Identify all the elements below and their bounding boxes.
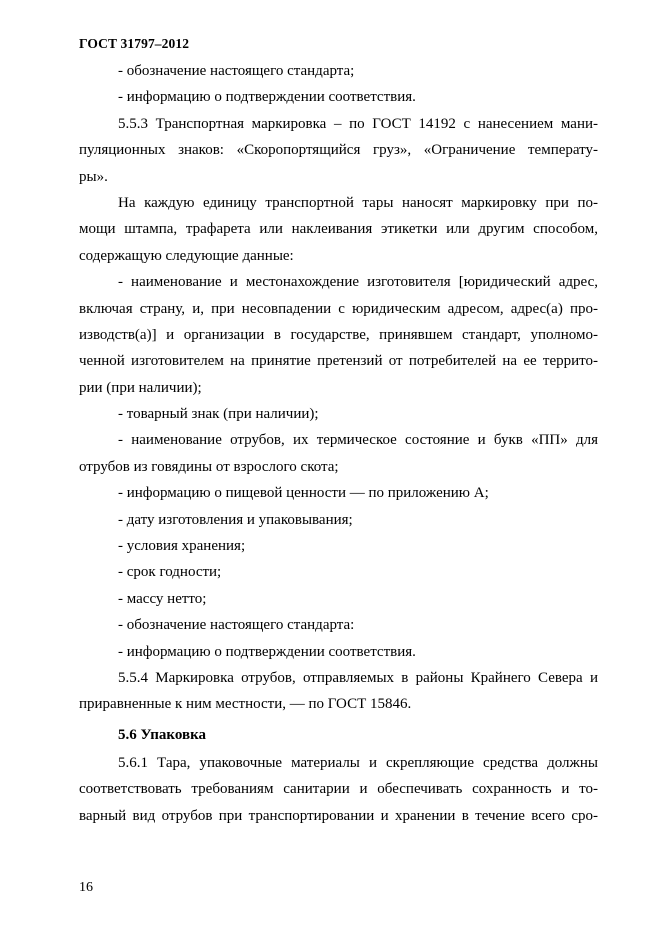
text-line: соответствовать требованиям санитарии и обеспечивать сохранность и то-: [79, 781, 598, 798]
section-heading: 5.6 Упаковка: [118, 726, 207, 743]
text-line: На каждую единицу транспортной тары наносят маркировку при по-: [118, 194, 598, 211]
text-line: 5.6.1 Тара, упаковочные материалы и скрепляющие средства должны: [118, 754, 598, 771]
text-line: приравненные к ним местности, — по ГОСТ 15846.: [79, 696, 412, 713]
text-line: - наименование отрубов, их термическое состояние и букв «ПП» для: [118, 432, 598, 449]
text-line: 5.5.3 Транспортная маркировка – по ГОСТ 14192 с нанесением мани-: [118, 115, 598, 132]
text-lines: [79, 58, 598, 718]
text-line: пуляционных знаков: «Скоропортящийся груз», «Ограничение температу-: [79, 142, 598, 159]
text-line: ченной изготовителем на принятие претензий от потребителей на ее террито-: [79, 353, 598, 370]
text-line: ры».: [79, 168, 108, 185]
text-line: изводств(а)] и организации в государстве, принявшем стандарт, уполномо-: [79, 326, 598, 343]
text-line: - информацию о подтверждении соответствия.: [118, 643, 416, 660]
section-text-lines: [79, 750, 598, 829]
document-header: ГОСТ 31797–2012: [79, 36, 190, 51]
document-body: [79, 58, 598, 829]
text-line: - условия хранения;: [118, 538, 246, 555]
text-line: - дату изготовления и упаковывания;: [118, 511, 353, 528]
text-line: - товарный знак (при наличии);: [118, 406, 319, 423]
text-line: - наименование и местонахождение изготовителя [юридический адрес,: [118, 274, 598, 291]
text-line: - обозначение настоящего стандарта:: [118, 617, 355, 634]
page-number: 16: [79, 880, 93, 895]
text-line: - информацию о пищевой ценности — по приложению А;: [118, 485, 489, 502]
text-line: - массу нетто;: [118, 590, 207, 607]
text-line: 5.5.4 Маркировка отрубов, отправляемых в районы Крайнего Севера и: [118, 669, 598, 686]
text-line: включая страну, и, при несовпадении с юридическим адресом, адрес(а) про-: [79, 300, 598, 317]
text-line: - обозначение настоящего стандарта;: [118, 63, 355, 79]
text-line: - срок годности;: [118, 564, 222, 581]
text-line: - информацию о подтверждении соответствия.: [118, 89, 416, 106]
text-line: мощи штампа, трафарета или наклеивания этикетки или другим способом,: [79, 221, 598, 238]
text-line: рии (при наличии);: [79, 379, 202, 396]
text-line: содержащую следующие данные:: [79, 247, 294, 264]
text-line: отрубов из говядины от взрослого скота;: [79, 458, 339, 475]
text-line: варный вид отрубов при транспортировании и хранении в течение всего сро-: [79, 807, 598, 824]
